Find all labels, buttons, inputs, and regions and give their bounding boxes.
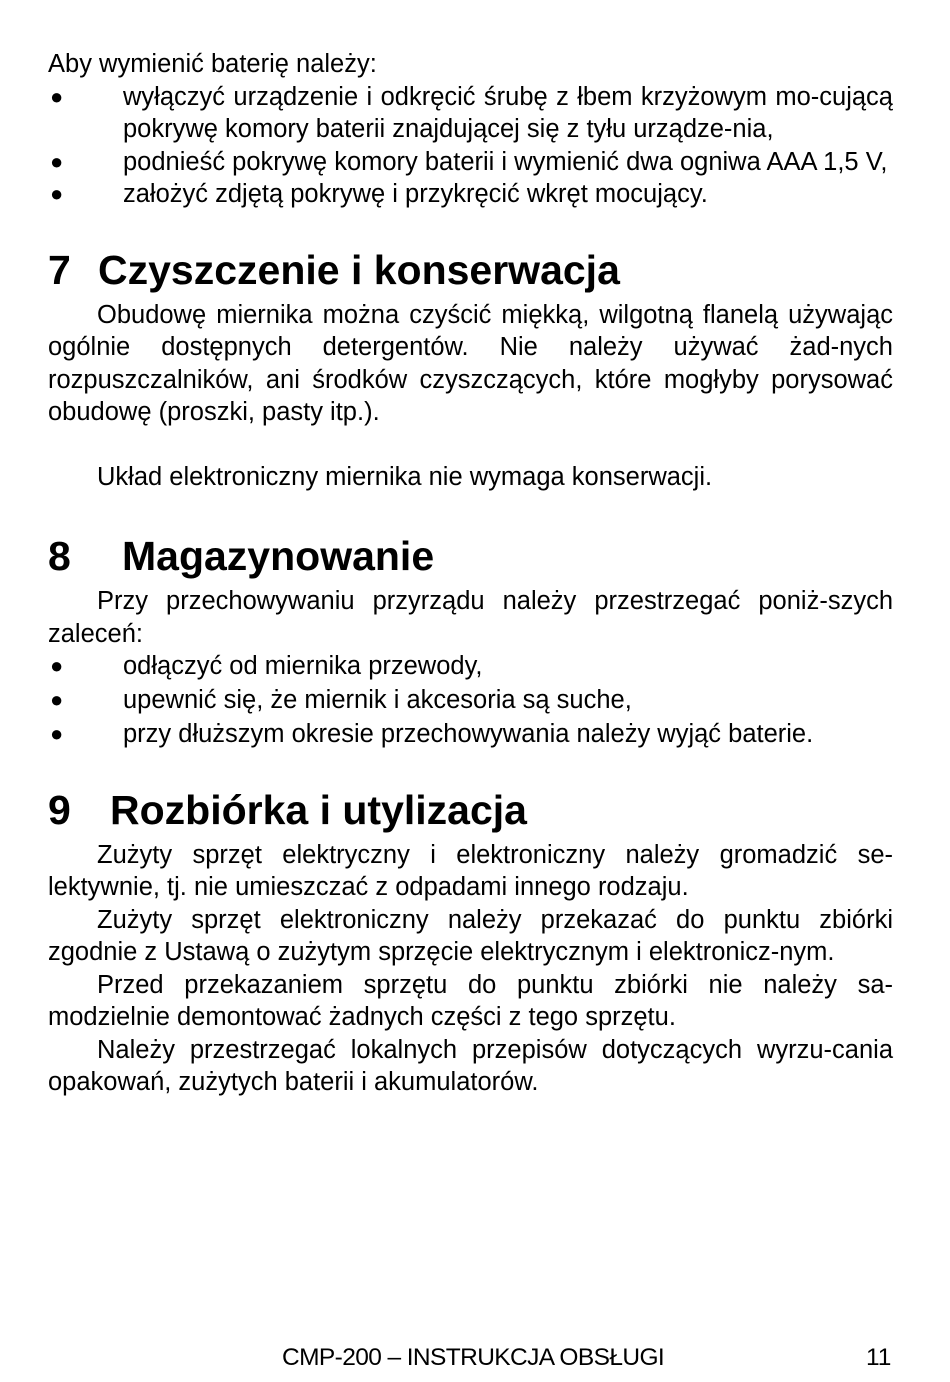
- list-item: [48, 718, 893, 751]
- paragraph: Należy przestrzegać lokalnych przepisów dotyczących wyrzu-cania opakowań, zużytych baterii i akumulatorów.: [48, 1035, 893, 1096]
- storage-item-text: upewnić się, że miernik i akcesoria są suche,: [123, 685, 632, 714]
- storage-item-text: przy dłuższym okresie przechowywania należy wyjąć baterie.: [123, 720, 814, 748]
- section-number: 9: [48, 786, 71, 833]
- list-item: [48, 178, 893, 211]
- bullet-icon: ●: [50, 148, 64, 174]
- section-heading-9: [48, 785, 893, 835]
- paragraph: Przed przekazaniem sprzętu do punktu zbiórki nie należy sa-modzielnie demontować żadnych części z tego sprzętu.: [48, 970, 893, 1031]
- storage-item-text: odłączyć od miernika przewody,: [123, 652, 483, 680]
- paragraph: Przy przechowywaniu przyrządu należy przestrzegać poniż-szych zaleceń:: [48, 587, 893, 648]
- page-footer: [0, 1340, 950, 1376]
- bullet-icon: ●: [50, 721, 64, 746]
- bullet-icon: ●: [50, 83, 64, 109]
- section-title: Czyszczenie i konserwacja: [98, 246, 620, 293]
- document-page: [48, 48, 893, 1099]
- section-title: Magazynowanie: [122, 533, 435, 579]
- section-title: Rozbiórka i utylizacja: [110, 786, 527, 833]
- bullet-icon: ●: [50, 181, 64, 206]
- footer-title: CMP-200 – INSTRUKCJA OBSŁUGI: [282, 1344, 665, 1371]
- section-heading-8: [48, 531, 893, 581]
- paragraph: Obudowę miernika można czyścić miękką, wilgotną flanelą używając ogólnie dostępnych detergentów. Nie należy używać żad-nych rozpuszczalników, ani środków czyszczących, które mogłyby porysować obudowę (proszki, pasty itp.).: [48, 300, 893, 426]
- bullet-icon: ●: [50, 653, 64, 678]
- battery-intro-text: Aby wymienić baterię należy:: [48, 50, 377, 78]
- section-heading-7: [48, 245, 893, 295]
- battery-steps-list: [48, 81, 893, 211]
- section-number: 8: [48, 533, 71, 579]
- list-item: [48, 650, 893, 683]
- page-number: 11: [866, 1344, 892, 1371]
- list-item: [48, 684, 893, 717]
- battery-step-text: wyłączyć urządzenie i odkręcić śrubę z łbem krzyżowym mo-cującą pokrywę komory baterii znajdującej się z tyłu urządze-nia,: [123, 82, 893, 143]
- paragraph: Zużyty sprzęt elektroniczny należy przekazać do punktu zbiórki zgodnie z Ustawą o zużytym sprzęcie elektrycznym i elektronicz-nym.: [48, 905, 893, 966]
- section-number: 7: [48, 246, 71, 293]
- paragraph: Układ elektroniczny miernika nie wymaga konserwacji.: [97, 462, 713, 491]
- paragraph: Zużyty sprzęt elektryczny i elektroniczny należy gromadzić se-lektywnie, tj. nie umieszczać z odpadami innego rodzaju.: [48, 840, 893, 901]
- battery-step-text: założyć zdjętą pokrywę i przykręcić wkręt mocujący.: [123, 180, 708, 208]
- list-item: [48, 146, 893, 179]
- storage-list: [48, 650, 893, 751]
- bullet-icon: ●: [50, 686, 64, 712]
- battery-step-text: podnieść pokrywę komory baterii i wymienić dwa ogniwa AAA 1,5 V,: [123, 147, 888, 176]
- list-item: [48, 81, 893, 146]
